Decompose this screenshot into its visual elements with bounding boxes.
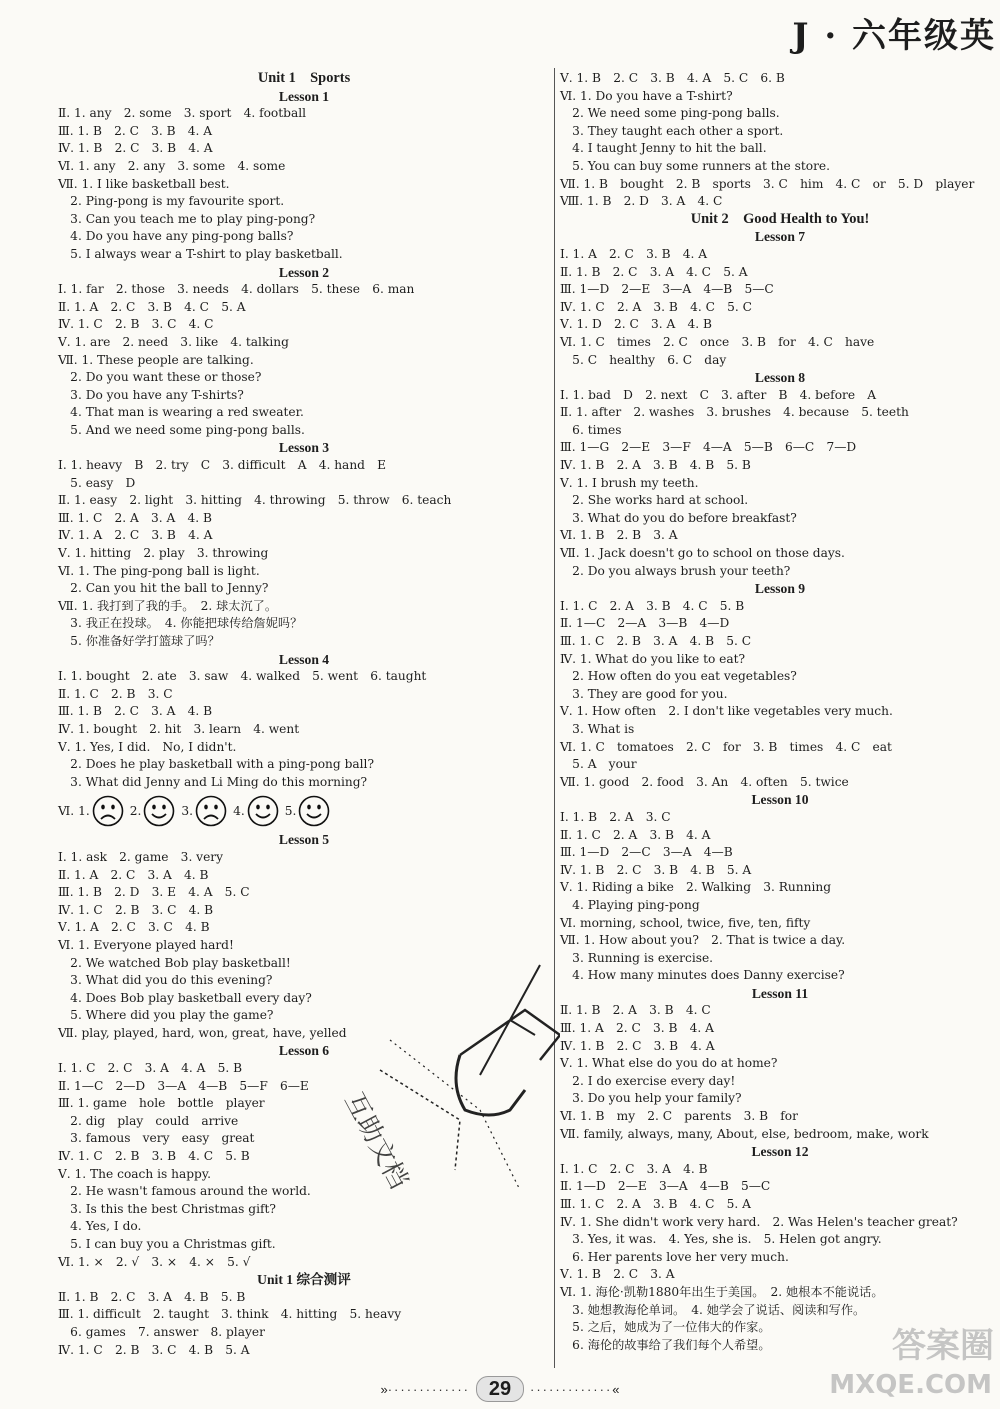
answer-line: Ⅵ. 1. × 2. √ 3. × 4. × 5. √	[58, 1254, 251, 1269]
answer-column-right	[560, 70, 1000, 1354]
watermark-url: MXQE.COM	[829, 1370, 992, 1400]
answer-line: Ⅴ. 1. Riding a bike 2. Walking 3. Running	[560, 880, 832, 895]
answer-line: Ⅴ. 1. I brush my teeth.	[560, 475, 699, 490]
answer-line: 6. games 7. answer 8. player	[58, 1324, 265, 1339]
answer-line: 4. How many minutes does Danny exercise?	[560, 968, 845, 983]
section-heading: Lesson 9	[754, 581, 806, 597]
section-heading: Unit 1 Sports	[257, 70, 351, 86]
section-heading: Lesson 3	[278, 440, 330, 456]
answer-line: 3. Running is exercise.	[560, 950, 714, 965]
answer-line: 2. Do you always brush your teeth?	[560, 563, 791, 578]
answer-line: Ⅵ. 1. C times 2. C once 3. B for 4. C have	[560, 334, 875, 349]
answer-line: Ⅵ. 1. any 2. any 3. some 4. some	[58, 158, 286, 173]
answer-line: 3. Do you have any T-shirts?	[58, 387, 244, 402]
answer-line: 3. Can you teach me to play ping-pong?	[58, 211, 316, 226]
answer-line: Ⅳ. 1. C 2. B 3. B 4. C 5. B	[58, 1149, 250, 1164]
answer-line: Ⅲ. 1. difficult 2. taught 3. think 4. hitting 5. heavy	[58, 1307, 402, 1322]
answer-line: Ⅳ. 1. B 2. C 3. B 4. B 5. A	[560, 862, 752, 877]
answer-line: Ⅰ. 1. bad D 2. next C 3. after B 4. before A	[560, 387, 877, 402]
answer-line: Ⅵ. 1. Everyone played hard!	[58, 937, 234, 952]
answer-line: Ⅲ. 1. B 2. D 3. E 4. A 5. C	[58, 885, 250, 900]
section-heading: Lesson 11	[751, 985, 809, 1001]
section-heading: Lesson 1	[278, 88, 330, 104]
answer-line: Ⅲ. 1—G 2—E 3—F 4—A 5—B 6—C 7—D	[560, 440, 857, 455]
face-number: 5.	[284, 804, 297, 819]
answer-line	[58, 791, 550, 831]
answer-line: 3. Yes, it was. 4. Yes, she is. 5. Helen got angry.	[560, 1232, 882, 1247]
face-answer	[181, 791, 227, 831]
page-footer	[0, 1378, 1000, 1400]
answer-line: 5. A your	[560, 757, 637, 772]
face-number: 2.	[129, 804, 142, 819]
answer-line: Ⅴ. 1. B 2. C 3. A	[560, 1267, 675, 1282]
answer-line: Ⅳ. 1. She didn't work very hard. 2. Was Helen's teacher great?	[560, 1214, 958, 1229]
answer-line: 3. 我正在投球。 4. 你能把球传给詹妮吗？	[58, 616, 303, 631]
answer-line: Ⅰ. 1. C 2. C 3. A 4. A 5. B	[58, 1061, 243, 1076]
answer-line: Ⅳ. 1. A 2. C 3. B 4. A	[58, 528, 213, 543]
answer-line: 4. Do you have any ping-pong balls?	[58, 229, 294, 244]
footer-dash-left: ·············	[387, 1381, 470, 1397]
footer-right-arrow: «	[612, 1381, 620, 1397]
face-answer	[285, 791, 331, 831]
answer-line: 5. 之后，她成为了一位伟大的作家。	[560, 1320, 771, 1335]
answer-line: Ⅵ. 1. B my 2. C parents 3. B for	[560, 1109, 798, 1124]
answer-line: 2. We watched Bob play basketball!	[58, 955, 291, 970]
answer-line: Ⅶ. 1. How about you? 2. That is twice a day.	[560, 933, 846, 948]
answer-line: Ⅶ. 1. I like basketball best.	[58, 176, 230, 191]
answer-line: Ⅱ. 1—C 2—A 3—B 4—D	[560, 616, 730, 631]
answer-line: Ⅱ. 1. easy 2. light 3. hitting 4. throwing 5. throw 6. teach	[58, 493, 452, 508]
answer-line: Ⅱ. 1. A 2. C 3. B 4. C 5. A	[58, 299, 246, 314]
answer-line: Ⅴ. 1. What else do you do at home?	[560, 1056, 778, 1071]
answer-line: 2. He wasn't famous around the world.	[58, 1184, 311, 1199]
answer-line: Ⅶ. 1. Jack doesn't go to school on those days.	[560, 546, 845, 561]
section-heading: Lesson 8	[754, 370, 806, 386]
answer-line: 3. What did Jenny and Li Ming do this morning?	[58, 774, 368, 789]
answer-line: Ⅲ. 1. B 2. C 3. A 4. B	[58, 704, 213, 719]
section-heading: Lesson 10	[751, 792, 809, 808]
answer-label: Ⅵ.	[58, 804, 75, 819]
answer-line: 5. 你准备好学打篮球了吗？	[58, 634, 220, 648]
answer-line: 3. They are good for you.	[560, 686, 728, 701]
answer-line: 3. 她想教海伦单词。 4. 她学会了说话、阅读和写作。	[560, 1302, 866, 1317]
answer-line: 5. You can buy some runners at the store.	[560, 158, 831, 173]
face-answer	[130, 791, 176, 831]
answer-line: Ⅲ. 1. game hole bottle player	[58, 1096, 265, 1111]
answer-line: Ⅰ. 1. A 2. C 3. B 4. A	[560, 246, 708, 261]
face-answer	[233, 791, 279, 831]
section-heading: Lesson 2	[278, 264, 330, 280]
face-answer	[78, 791, 124, 831]
answer-line: Ⅷ. 1. B 2. D 3. A 4. C	[560, 194, 723, 209]
answer-line: Ⅱ. 1. after 2. washes 3. brushes 4. because 5. teeth	[560, 405, 909, 420]
answer-line: 2. How often do you eat vegetables?	[560, 669, 797, 684]
answer-line: 3. Do you help your family?	[560, 1091, 742, 1106]
answer-line: Ⅱ. 1. any 2. some 3. sport 4. football	[58, 106, 307, 121]
answer-line: Ⅴ. 1. The coach is happy.	[58, 1166, 211, 1181]
answer-line: 5. easy D	[58, 475, 136, 490]
answer-line: Ⅵ. 1. The ping-pong ball is light.	[58, 563, 260, 578]
answer-line: Ⅴ. 1. are 2. need 3. like 4. talking	[58, 334, 289, 349]
answer-line: Ⅴ. 1. Yes, I did. No, I didn't.	[58, 739, 237, 754]
answer-line: 2. Do you want these or those?	[58, 370, 262, 385]
answer-line: 4. Does Bob play basketball every day?	[58, 990, 312, 1005]
answer-line: 2. Ping-pong is my favourite sport.	[58, 194, 285, 209]
answer-line: 4. I taught Jenny to hit the ball.	[560, 141, 767, 156]
answer-line: 3. What is	[560, 721, 635, 736]
answer-line: Ⅳ. 1. C 2. B 3. C 4. B 5. A	[58, 1342, 250, 1357]
smiley-face-icon	[298, 795, 330, 827]
sad-face-icon	[92, 795, 124, 827]
smiley-face-icon	[143, 795, 175, 827]
answer-line: 5. Where did you play the game?	[58, 1008, 274, 1023]
answer-line: Ⅳ. 1. bought 2. hit 3. learn 4. went	[58, 721, 300, 736]
stamp-text: 互助文档	[338, 1087, 414, 1194]
footer-left-arrow: »	[380, 1381, 388, 1397]
answer-line: Ⅴ. 1. B 2. C 3. B 4. A 5. C 6. B	[560, 71, 785, 85]
answer-line: Ⅲ. 1. B 2. C 3. B 4. A	[58, 123, 213, 138]
face-number: 3.	[181, 804, 194, 819]
answer-line: Ⅴ. 1. A 2. C 3. C 4. B	[58, 920, 210, 935]
section-heading: Lesson 6	[278, 1043, 330, 1059]
answer-line: Ⅲ. 1. C 2. A 3. A 4. B	[58, 510, 212, 525]
section-heading: Lesson 4	[278, 651, 330, 667]
answer-line: Ⅶ. family, always, many, About, else, bedroom, make, work	[560, 1126, 929, 1141]
answer-line: 2. We need some ping-pong balls.	[560, 106, 780, 121]
answer-line: Ⅵ. 1. B 2. B 3. A	[560, 528, 678, 543]
smiley-face-icon	[247, 795, 279, 827]
answer-line: 5. I can buy you a Christmas gift.	[58, 1237, 276, 1251]
answer-line: Ⅱ. 1. C 2. B 3. C	[58, 686, 173, 701]
answer-line: Ⅰ. 1. ask 2. game 3. very	[58, 849, 223, 864]
answer-line: Ⅱ. 1. B 2. C 3. A 4. C 5. A	[560, 264, 748, 279]
answer-line: 2. Can you hit the ball to Jenny?	[58, 581, 269, 596]
answer-line: 3. What did you do this evening?	[58, 973, 273, 988]
answer-line: Ⅳ. 1. What do you like to eat?	[560, 651, 746, 666]
answer-line: Ⅳ. 1. C 2. B 3. C 4. C	[58, 317, 214, 332]
sad-face-icon	[195, 795, 227, 827]
answer-line: Ⅳ. 1. C 2. A 3. B 4. C 5. C	[560, 299, 752, 314]
answer-line: Ⅶ. 1. 我打到了我的手。 2. 球太沉了。	[58, 598, 278, 613]
answer-line: Ⅴ. 1. hitting 2. play 3. throwing	[58, 546, 269, 561]
answer-line: Ⅰ. 1. B 2. A 3. C	[560, 809, 671, 824]
answer-line: Ⅶ. 1. good 2. food 3. An 4. often 5. twice	[560, 774, 849, 789]
answer-line: 5. I always wear a T-shirt to play basketball.	[58, 246, 343, 261]
answer-line: Ⅰ. 1. far 2. those 3. needs 4. dollars 5. these 6. man	[58, 282, 415, 297]
section-heading: Lesson 12	[751, 1144, 809, 1160]
answer-line: 4. Yes, I do.	[58, 1219, 142, 1234]
answer-line: 2. I do exercise every day!	[560, 1073, 736, 1088]
answer-line: 5. C healthy 6. C day	[560, 352, 727, 367]
section-heading: Unit 2 Good Health to You!	[690, 210, 870, 227]
answer-line: Ⅱ. 1. B 2. A 3. B 4. C	[560, 1003, 711, 1018]
answer-line: Ⅲ. 1. C 2. B 3. A 4. B 5. C	[560, 634, 752, 648]
section-heading: Lesson 7	[754, 229, 806, 245]
answer-line: Ⅳ. 1. B 2. C 3. B 4. A	[58, 141, 213, 156]
answer-line: 4. That man is wearing a red sweater.	[58, 405, 304, 420]
page-number: 29	[476, 1376, 524, 1402]
answer-line: 3. famous very easy great	[58, 1131, 255, 1146]
answer-line: Ⅲ. 1—D 2—C 3—A 4—B	[560, 845, 733, 860]
section-heading: Unit 1 综合测评	[257, 1272, 351, 1288]
answer-line: 3. Is this the best Christmas gift?	[58, 1201, 276, 1216]
answer-line: Ⅲ. 1—D 2—E 3—A 4—B 5—C	[560, 282, 774, 297]
answer-line: 2. Does he play basketball with a ping-pong ball?	[58, 757, 374, 772]
answer-line: 4. Playing ping-pong	[560, 897, 700, 912]
answer-line: 5. And we need some ping-pong balls.	[58, 422, 305, 437]
answer-line: Ⅰ. 1. C 2. A 3. B 4. C 5. B	[560, 598, 745, 613]
answer-line: 6. 海伦的故事给了我们每个人希望。	[560, 1337, 771, 1352]
page-header: J · 六年级英	[792, 16, 996, 56]
footer-dash-right: ·············	[530, 1381, 613, 1397]
answer-line: 2. dig play could arrive	[58, 1113, 239, 1128]
answer-line: 3. They taught each other a sport.	[560, 123, 784, 138]
answer-line: Ⅰ. 1. heavy B 2. try C 3. difficult A 4. hand E	[58, 458, 387, 473]
answer-line: Ⅲ. 1. A 2. C 3. B 4. A	[560, 1021, 714, 1036]
answer-line: Ⅱ. 1. B 2. C 3. A 4. B 5. B	[58, 1289, 246, 1304]
answer-line: 6. Her parents love her very much.	[560, 1249, 789, 1264]
answer-line: 3. What do you do before breakfast?	[560, 510, 797, 525]
answer-line: Ⅵ. 1. C tomatoes 2. C for 3. B times 4. C eat	[560, 739, 892, 754]
answer-line: 6. times	[560, 422, 622, 437]
answer-line: Ⅶ. play, played, hard, won, great, have, yelled	[58, 1025, 347, 1040]
answer-line: Ⅵ. 1. 海伦·凯勒1880年出生于美国。 2. 她根本不能说话。	[560, 1284, 884, 1299]
answer-line: Ⅰ. 1. bought 2. ate 3. saw 4. walked 5. went 6. taught	[58, 669, 427, 684]
answer-line: Ⅱ. 1—D 2—E 3—A 4—B 5—C	[560, 1179, 771, 1194]
section-heading: Lesson 5	[278, 832, 330, 848]
answer-line: Ⅳ. 1. B 2. C 3. B 4. A	[560, 1038, 715, 1053]
answer-line: Ⅴ. 1. How often 2. I don't like vegetables very much.	[560, 704, 893, 719]
answer-line: Ⅱ. 1—C 2—D 3—A 4—B 5—F 6—E	[58, 1078, 309, 1093]
answer-line: Ⅶ. 1. These people are talking.	[58, 352, 254, 367]
answer-line: Ⅳ. 1. C 2. B 3. C 4. B	[58, 902, 214, 917]
answer-line: Ⅰ. 1. C 2. C 3. A 4. B	[560, 1161, 708, 1176]
answer-line: Ⅴ. 1. D 2. C 3. A 4. B	[560, 317, 712, 332]
face-number: 4.	[233, 804, 245, 819]
face-number: 1.	[78, 804, 90, 819]
answer-line: Ⅱ. 1. A 2. C 3. A 4. B	[58, 867, 209, 882]
answer-line: Ⅲ. 1. C 2. A 3. B 4. C 5. A	[560, 1197, 751, 1211]
answer-line: Ⅳ. 1. B 2. A 3. B 4. B 5. B	[560, 458, 751, 473]
answer-line: 2. She works hard at school.	[560, 493, 749, 508]
answer-line: Ⅶ. 1. B bought 2. B sports 3. C him 4. C or 5. D player	[560, 176, 975, 191]
answer-line: Ⅵ. morning, school, twice, five, ten, fifty	[560, 915, 811, 930]
watermark-logo: 答案圈	[892, 1326, 994, 1366]
answer-line: Ⅵ. 1. Do you have a T-shirt?	[560, 88, 733, 103]
answer-line: Ⅱ. 1. C 2. A 3. B 4. A	[560, 827, 711, 842]
